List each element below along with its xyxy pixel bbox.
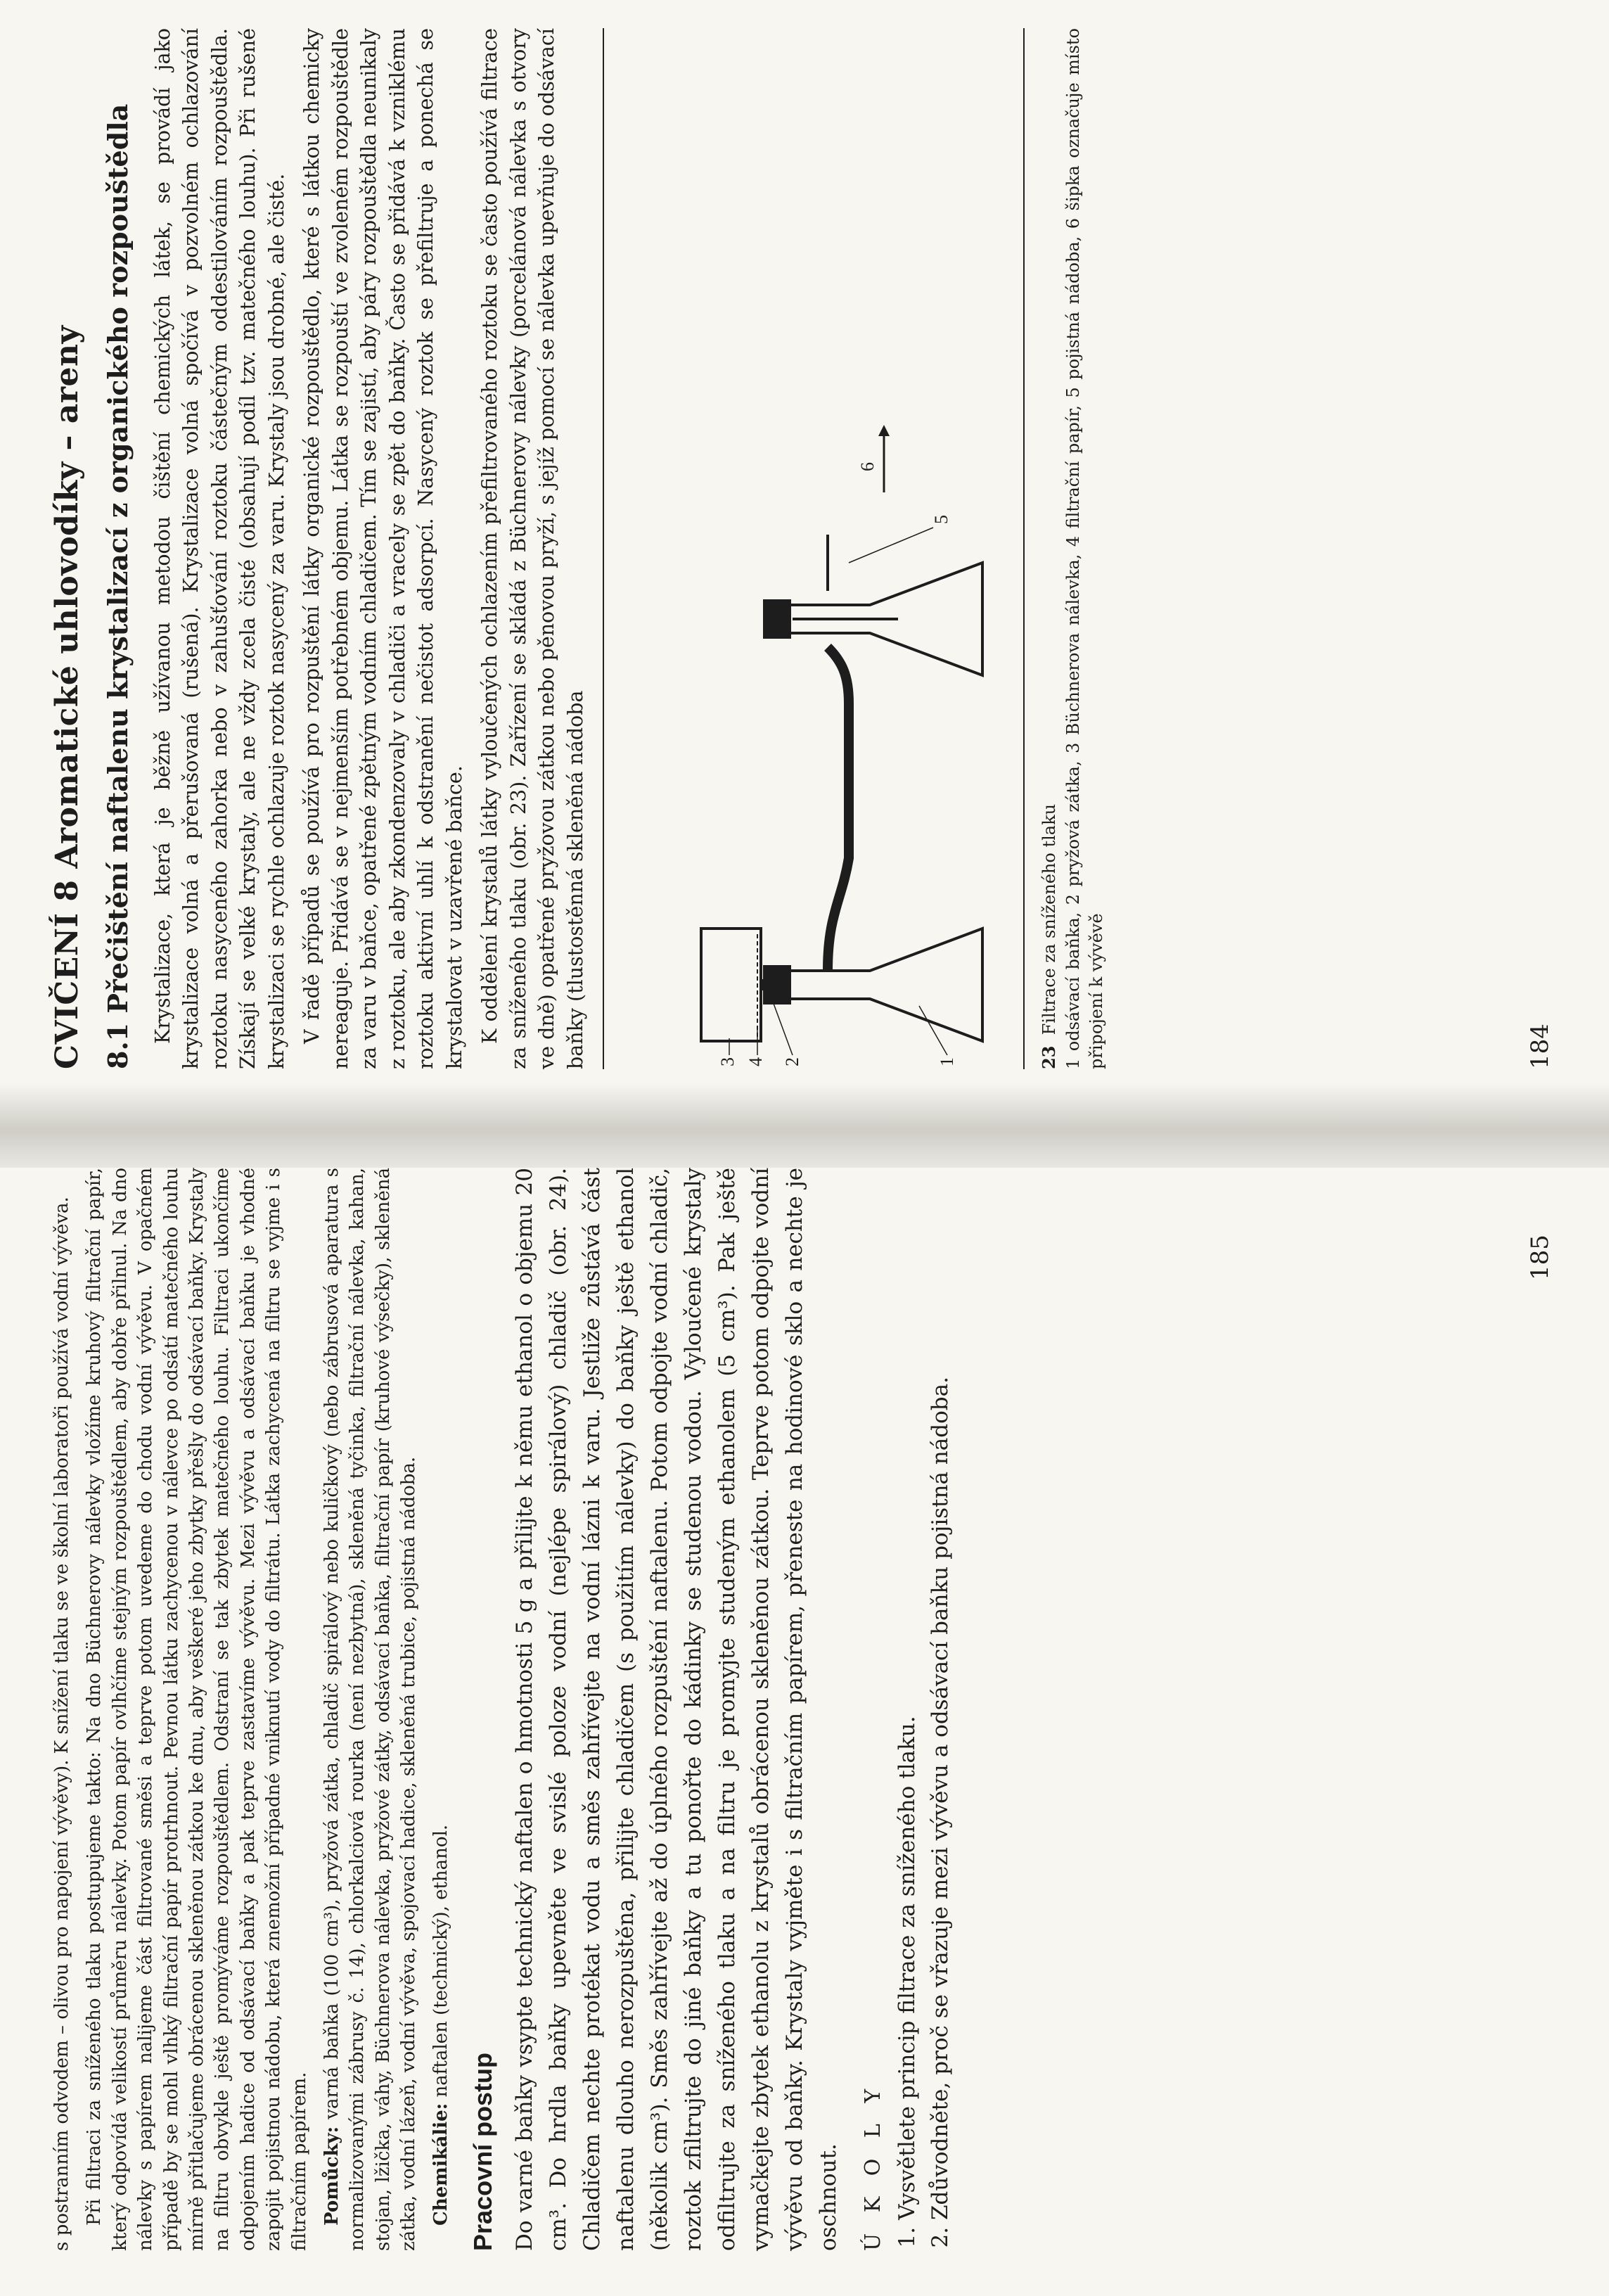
- procedure: [508, 1168, 845, 2251]
- figure-label-5: 5: [931, 515, 952, 524]
- caption-text: 1 odsávací baňka, 2 pryžová zátka, 3 Büchnerova nálevka, 4 filtrační papír, 5 pojistná nádoba, 6 šipka označuje místo připojení k vývěvě: [1063, 28, 1107, 1069]
- paragraph: K oddělení krystalů látky vyloučených ochlazením přefiltrovaného roztoku se často používá filtrace za sníženého tlaku (obr. 23). Zařízení se skládá z Büchnerovy nálevky (porcelánová nálevka s otvory ve dně) opatřené pryžovou zátkou nebo pěnovou pryží, s jejíž pomocí se nálevka upevňuje do odsávací baňky (tlustostěnná skleněná nádoba: [478, 28, 587, 1069]
- pomucky: [319, 1168, 422, 2251]
- figure-label-2: 2: [782, 1057, 803, 1066]
- figure-caption: [1037, 28, 1109, 1069]
- figure-label-1: 1: [937, 1057, 958, 1066]
- tasks-list: [891, 1168, 956, 2251]
- task-item: 2. Zdůvodněte, proč se vřazuje mezi vývěvu a odsávací baňku pojistná nádoba.: [924, 1168, 957, 2220]
- divider: [603, 28, 604, 1069]
- caption-number: 23: [1039, 1045, 1060, 1069]
- caption-title: Filtrace za sníženého tlaku: [1039, 803, 1060, 1035]
- filtration-apparatus-figure: [617, 366, 1011, 1069]
- paragraph: Krystalizace, která je běžně užívanou metodou čištění chemických látek, se provádí jako krystalizace volná a přerušovaná (rušená). Krystalizace volná spočívá v pozvolném ochlazování roztoku nasyceného zahorka nebo v zahušťování roztoku částečným oddestilováním rozpouštědla. Získají se velké krystaly, ale ne vždy zcela čisté (obsahují podíl tzv. matečného louhu). Při rušené krystalizaci se rychle ochlazuje roztok nasycený za varu. Krystaly jsou drobné, ale čisté.: [151, 28, 288, 1069]
- page-number: 185: [1526, 1235, 1554, 1280]
- section-title: 8.1 Přečištění naftalenu krystalizací z organického rozpouštědla: [102, 103, 134, 1069]
- pomucky-label: Pomůcky:: [321, 2126, 342, 2226]
- paragraph: s postranním odvodem – olivou pro napojení vývěvy). K snížení tlaku se ve školní laboratoři používá vodní vývěva.: [51, 1197, 72, 2251]
- figure-label-3: 3: [717, 1057, 738, 1066]
- figure-23: [617, 28, 1011, 1069]
- book-gutter: [0, 1083, 1609, 1168]
- procedure-heading: Pracovní postup: [468, 2052, 497, 2251]
- pomucky-text: varná baňka (100 cm³), pryžová zátka, chladič spirálový nebo kuličkový (nebo zábrusová aparatura s normalizovanými zábrusy č. 14), chlorkalciová rourka (není nezbytná), skleněná tyčinka, filtrační nálevka, kahan, stojan, lžička, váhy, Büchnerova nálevka, pryžové zátky, odsávací baňka, filtrační papír (kruhové výsečky), skleněná zátka, vodní lázeň, vodní vývěva, spojovací hadice, skleněná trubice, pojistná nádoba.: [321, 1167, 420, 2251]
- chemikalie-text: naftalen (technický), ethanol.: [430, 1824, 452, 2098]
- right-intro: [49, 1168, 454, 2251]
- tasks-heading: Ú K O L Y: [861, 2081, 886, 2251]
- page-185-content: [42, 1168, 1561, 2251]
- task-item: 1. Vysvětlete princip filtrace za sníženého tlaku.: [891, 1168, 924, 2220]
- figure-label-6: 6: [857, 462, 878, 471]
- chemikalie: [428, 1168, 454, 2251]
- chapter-title: CVIČENÍ 8 Aromatické uhlovodíky – areny: [49, 325, 85, 1069]
- page-184-content: [42, 28, 1561, 1069]
- page-number: 184: [1526, 1023, 1554, 1069]
- procedure-text: Do varné baňky vsypte technický naftalen o hmotnosti 5 g a přilijte k němu ethanol o objemu 20 cm³. Do hrdla baňky upevněte ve svislé poloze vodní (nejlépe spirálový) chladič (obr. 24). Chladičem nechte protékat vodu a směs zahřívejte na vodní lázni k varu. Jestliže zůstává část naftalenu dlouho nerozpuštěna, přilijte chladičem (s použitím nálevky) do baňky ještě ethanol (několik cm³). Směs zahřívejte až do úplného rozpuštění naftalenu. Potom odpojte vodní chladič, roztok zfiltrujte do jiné baňky a tu ponořte do kádinky se studenou vodou. Vyloučené krystaly odfiltrujte za sníženého tlaku a na filtru je promyjte studeným ethanolem (5 cm³). Pak ještě vymačkejte zbytek ethanolu z krystalů obrácenou skleněnou zátkou. Teprve potom odpojte vodní vývěvu od baňky. Krystaly vyjměte i s filtračním papírem, přeneste na hodinové sklo a nechte je oschnout.: [511, 1168, 842, 2251]
- paragraph: Při filtraci za sníženého tlaku postupujeme takto: Na dno Büchnerovy nálevky vložíme kruhový filtrační papír, který odpovídá velikostí průměru nálevky. Potom papír ovlhčíme stejným rozpouštědlem, aby dobře přilnul. Na dno nálevky s papírem nalijeme část filtrované směsi a teprve potom uvedeme do chodu vodní vývěvu. V opačném případě by se mohl vlhký filtrační papír protrhnout. Pevnou látku zachycenou v nálevce po odsátí matečného louhu mírně přitlačujeme obrácenou skleněnou zátkou ke dnu, aby veškeré jeho zbytky přešly do odsávací baňky. Krystaly na filtru obvykle ještě promýváme rozpouštědlem. Odstraní se tak zbytek matečného louhu. Filtraci ukončíme odpojením hadice od odsávací baňky a pak teprve zastavíme vývěvu. Mezi vývěvu a odsávací baňku je vhodné zapojit pojistnou nádobu, která znemožní případné vniknutí vody do filtrátu. Látka zachycená na filtru se vyjme i s filtračním papírem.: [84, 1168, 310, 2251]
- divider: [1023, 28, 1025, 1069]
- left-body: [149, 28, 590, 1069]
- chemikalie-label: Chemikálie:: [430, 2103, 452, 2226]
- paragraph: V řadě případů se používá pro rozpuštění látky organické rozpouštědlo, které s látkou chemicky nereaguje. Přidává se v nejmenším potřebném objemu. Látka se rozpouští ve zvoleném rozpouštědle za varu v baňce, opatřené zpětným vodním chladičem. Tím se zajistí, aby páry rozpouštědla neunikaly z roztoku, ale aby zkondenzovaly v chladiči a vracely se zpět do baňky. Často se přidává k vzniklému roztoku aktivní uhlí k odstranění nečistot adsorpcí. Nasycený roztok se přefiltruje a ponechá se krystalovat v uzavřené baňce.: [300, 28, 466, 1069]
- figure-label-4: 4: [745, 1057, 767, 1066]
